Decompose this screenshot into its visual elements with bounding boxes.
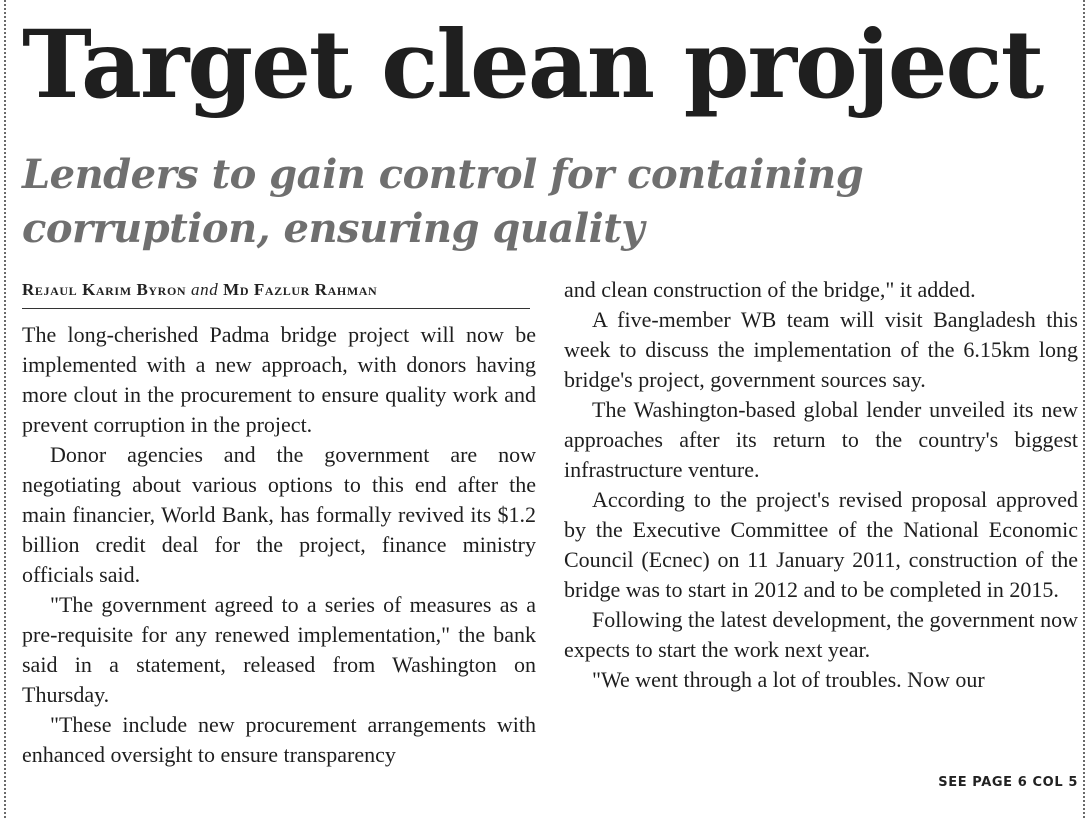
article-column-1 [22, 320, 536, 770]
paragraph: and clean construction of the bridge," it added. [564, 277, 976, 302]
byline [22, 280, 530, 309]
paragraph: Following the latest development, the government now expects to start the work next year. [564, 607, 1078, 662]
paragraph: The Washington-based global lender unveiled its new approaches after its return to the country's biggest infrastructure venture. [564, 397, 1078, 482]
paragraph: "These include new procurement arrangements with enhanced oversight to ensure transparency [22, 712, 536, 767]
byline-conjunction: and [191, 280, 219, 299]
paragraph: A five-member WB team will visit Bangladesh this week to discuss the implementation of the 6.15km long bridge's project, government sources say. [564, 307, 1078, 392]
dotted-border-right [1083, 0, 1085, 818]
article-column-2 [564, 275, 1078, 695]
subheadline: Lenders to gain control for containing corruption, ensuring quality [22, 151, 864, 252]
paragraph: "The government agreed to a series of measures as a pre-requisite for any renewed implementation," the bank said in a statement, released from Washington on Thursday. [22, 592, 536, 707]
continuation-jump-line: SEE PAGE 6 COL 5 [938, 775, 1078, 790]
paragraph: The long-cherished Padma bridge project will now be implemented with a new approach, with donors having more clout in the procurement to ensure quality work and prevent corruption in the project. [22, 322, 536, 437]
byline-author-2: Md Fazlur Rahman [223, 280, 378, 299]
paragraph: "We went through a lot of troubles. Now our [592, 667, 985, 692]
paragraph: According to the project's revised proposal approved by the Executive Committee of the National Economic Council (Ecnec) on 11 January 2011, construction of the bridge was to start in 2012 and to be completed in 2015. [564, 487, 1078, 602]
byline-author-1: Rejaul Karim Byron [22, 280, 187, 299]
paragraph: Donor agencies and the government are now negotiating about various options to this end after the main financier, World Bank, has formally revived its $1.2 billion credit deal for the project, finance ministry officials said. [22, 442, 536, 587]
headline: Target clean project [22, 10, 1043, 120]
dotted-border-left [4, 0, 6, 818]
